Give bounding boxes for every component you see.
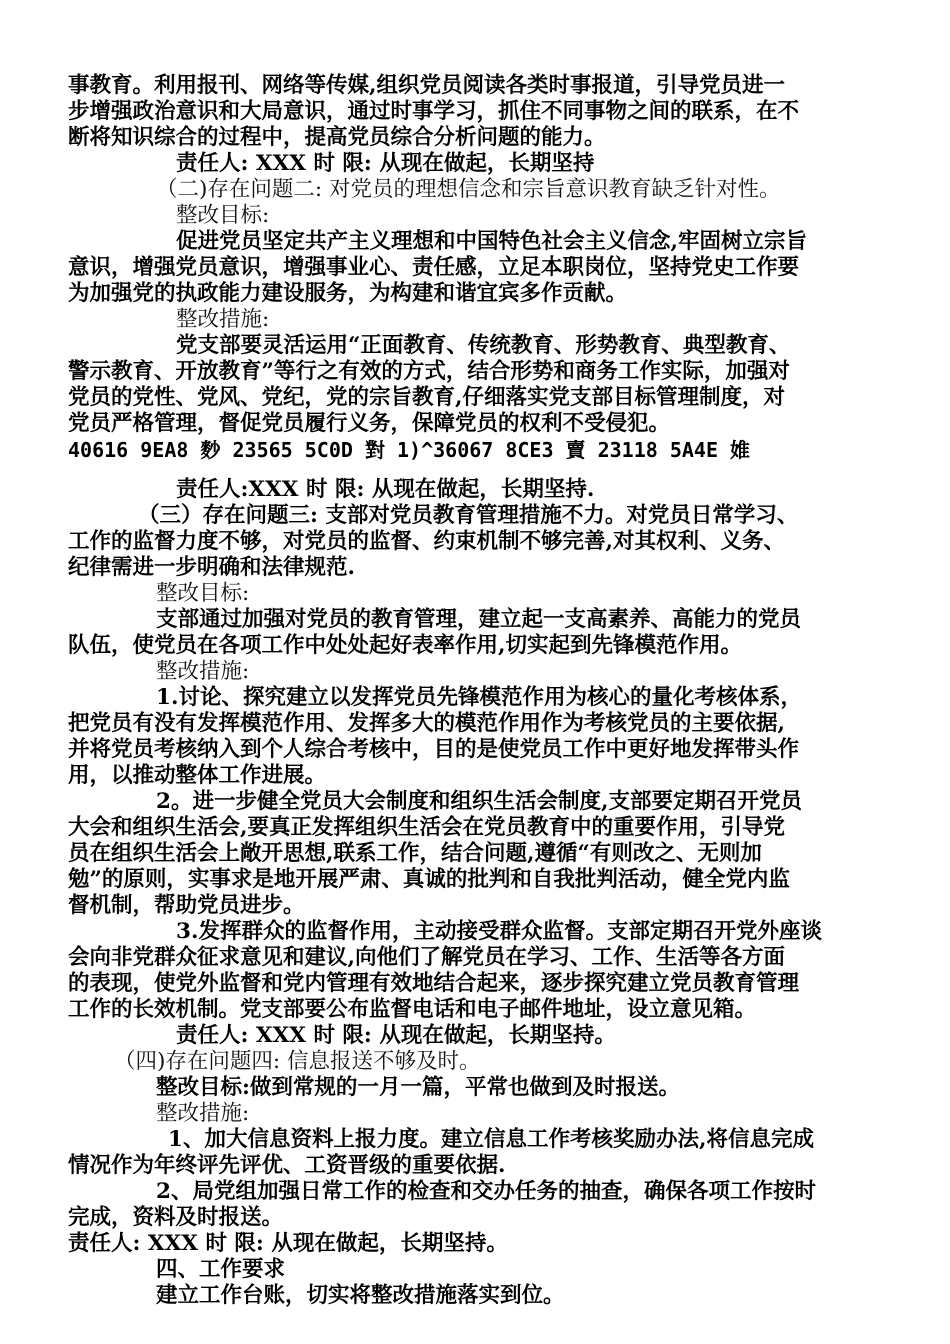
text-line: 3.发挥群众的监督作用，主动接受群众监督。支部定期召开党外座谈 xyxy=(176,919,822,944)
responsible-line: 责任人:XXX 时 限: 从现在做起，长期坚持. xyxy=(176,477,595,502)
section-label: 整改目标: xyxy=(176,203,270,228)
text-line: 党支部要灵活运用“正面教育、传统教育、形势教育、典型教育、 xyxy=(176,333,791,358)
text-line: 勉”的原则，实事求是地开展严肃、真诚的批判和自我批判活动，健全党内监 xyxy=(68,867,790,892)
text-line: 纪律需进一步明确和法律规范. xyxy=(68,555,355,580)
text-line: 员在组织生活会上敞开思想,联系工作，结合问题,遵循“有则改之、无则加 xyxy=(68,841,762,866)
section-heading: 四、工作要求 xyxy=(156,1257,286,1282)
text-line: 2、局党组加强日常工作的检查和交办任务的抽查，确保各项工作按时 xyxy=(156,1179,816,1204)
text-line: 党员严格管理，督促党员履行义务，保障党员的权利不受侵犯。 xyxy=(68,411,671,436)
section-label: 整改措施: xyxy=(156,1101,250,1126)
text-line: 事教育。利用报刊、网络等传媒,组织党员阅读各类时事报道，引导党员进一 xyxy=(68,73,785,98)
problem-heading: （四)存在问题四: 信息报送不够及时。 xyxy=(114,1049,481,1074)
responsible-line: 责任人: XXX 时 限: 从现在做起，长期坚持。 xyxy=(68,1231,508,1256)
text-line: 步增强政治意识和大局意识，通过时事学习，抓住不同事物之间的联系，在不 xyxy=(68,99,800,124)
text-line: 支部通过加强对党员的教育管理，建立起一支高素养、高能力的党员 xyxy=(156,607,802,632)
section-label: 整改措施: xyxy=(176,307,270,332)
text-line: 会向非党群众征求意见和建议,向他们了解党员在学习、工作、生活等各方面 xyxy=(68,945,785,970)
text-line: 把党员有没有发挥模范作用、发挥多大的模范作用作为考核党员的主要依据, xyxy=(68,711,785,736)
text-line: 1、加大信息资料上报力度。建立信息工作考核奖励办法,将信息完成 xyxy=(168,1127,814,1152)
text-line: 意识，增强党员意识，增强事业心、责任感，立足本职岗位，坚持党史工作要 xyxy=(68,255,800,280)
text-line: 整改目标:做到常规的一月一篇，平常也做到及时报送。 xyxy=(156,1075,680,1100)
text-line: 督机制，帮助党员进步。 xyxy=(68,893,305,918)
text-line: 大会和组织生活会,要真正发挥组织生活会在党员教育中的重要作用，引导党 xyxy=(68,815,785,840)
encoded-artifact-line: 40616 9EA8 麨 23565 5C0D 對 1)^36067 8CE3 賣 23118 5A4E 婎 xyxy=(68,438,751,462)
problem-heading: （二)存在问题二: 对党员的理想信念和宗旨意识教育缺乏针对性。 xyxy=(156,177,781,202)
responsible-line: 责任人: XXX 时 限: 从现在做起，长期坚持。 xyxy=(176,1023,616,1048)
text-line: 的表现，使党外监督和党内管理有效地结合起来，逐步探究建立党员教育管理 xyxy=(68,971,800,996)
text-line: 并将党员考核纳入到个人综合考核中，目的是使党员工作中更好地发挥带头作 xyxy=(68,737,800,762)
text-line: 1.讨论、探究建立以发挥党员先锋模范作用为核心的量化考核体系， xyxy=(156,685,802,710)
problem-heading: （三）存在问题三: 支部对党员教育管理措施不力。对党员日常学习、 xyxy=(138,503,799,528)
text-line: 促进党员坚定共产主义理想和中国特色社会主义信念,牢固树立宗旨 xyxy=(176,229,807,254)
text-line: 工作的监督力度不够，对党员的监督、约束机制不够完善,对其权利、义务、 xyxy=(68,529,785,554)
text-line: 队伍，使党员在各项工作中处处起好表率作用,切实起到先锋模范作用。 xyxy=(68,633,742,658)
text-line: 党员的党性、党风、党纪，党的宗旨教育,仔细落实党支部目标管理制度，对 xyxy=(68,385,785,410)
text-line: 2。进一步健全党员大会制度和组织生活会制度,支部要定期召开党员 xyxy=(156,789,802,814)
text-line: 工作的长效机制。党支部要公布监督电话和电子邮件地址，设立意见箱。 xyxy=(68,997,757,1022)
text-line: 完成，资料及时报送。 xyxy=(68,1205,284,1230)
text-line: 为加强党的执政能力建设服务，为构建和谐宜宾多作贡献。 xyxy=(68,281,628,306)
text-line: 警示教育、开放教育”等行之有效的方式，结合形势和商务工作实际，加强对 xyxy=(68,359,790,384)
text-line: 建立工作台账，切实将整改措施落实到位。 xyxy=(156,1283,565,1308)
section-label: 整改目标: xyxy=(156,581,250,606)
section-label: 整改措施: xyxy=(156,659,250,684)
text-line: 用，以推动整体工作进展。 xyxy=(68,763,327,788)
text-line: 断将知识综合的过程中，提高党员综合分析问题的能力。 xyxy=(68,125,606,150)
responsible-line: 责任人: XXX 时 限: 从现在做起，长期坚持 xyxy=(176,151,595,176)
text-line: 情况作为年终评先评优、工资晋级的重要依据. xyxy=(68,1153,506,1178)
